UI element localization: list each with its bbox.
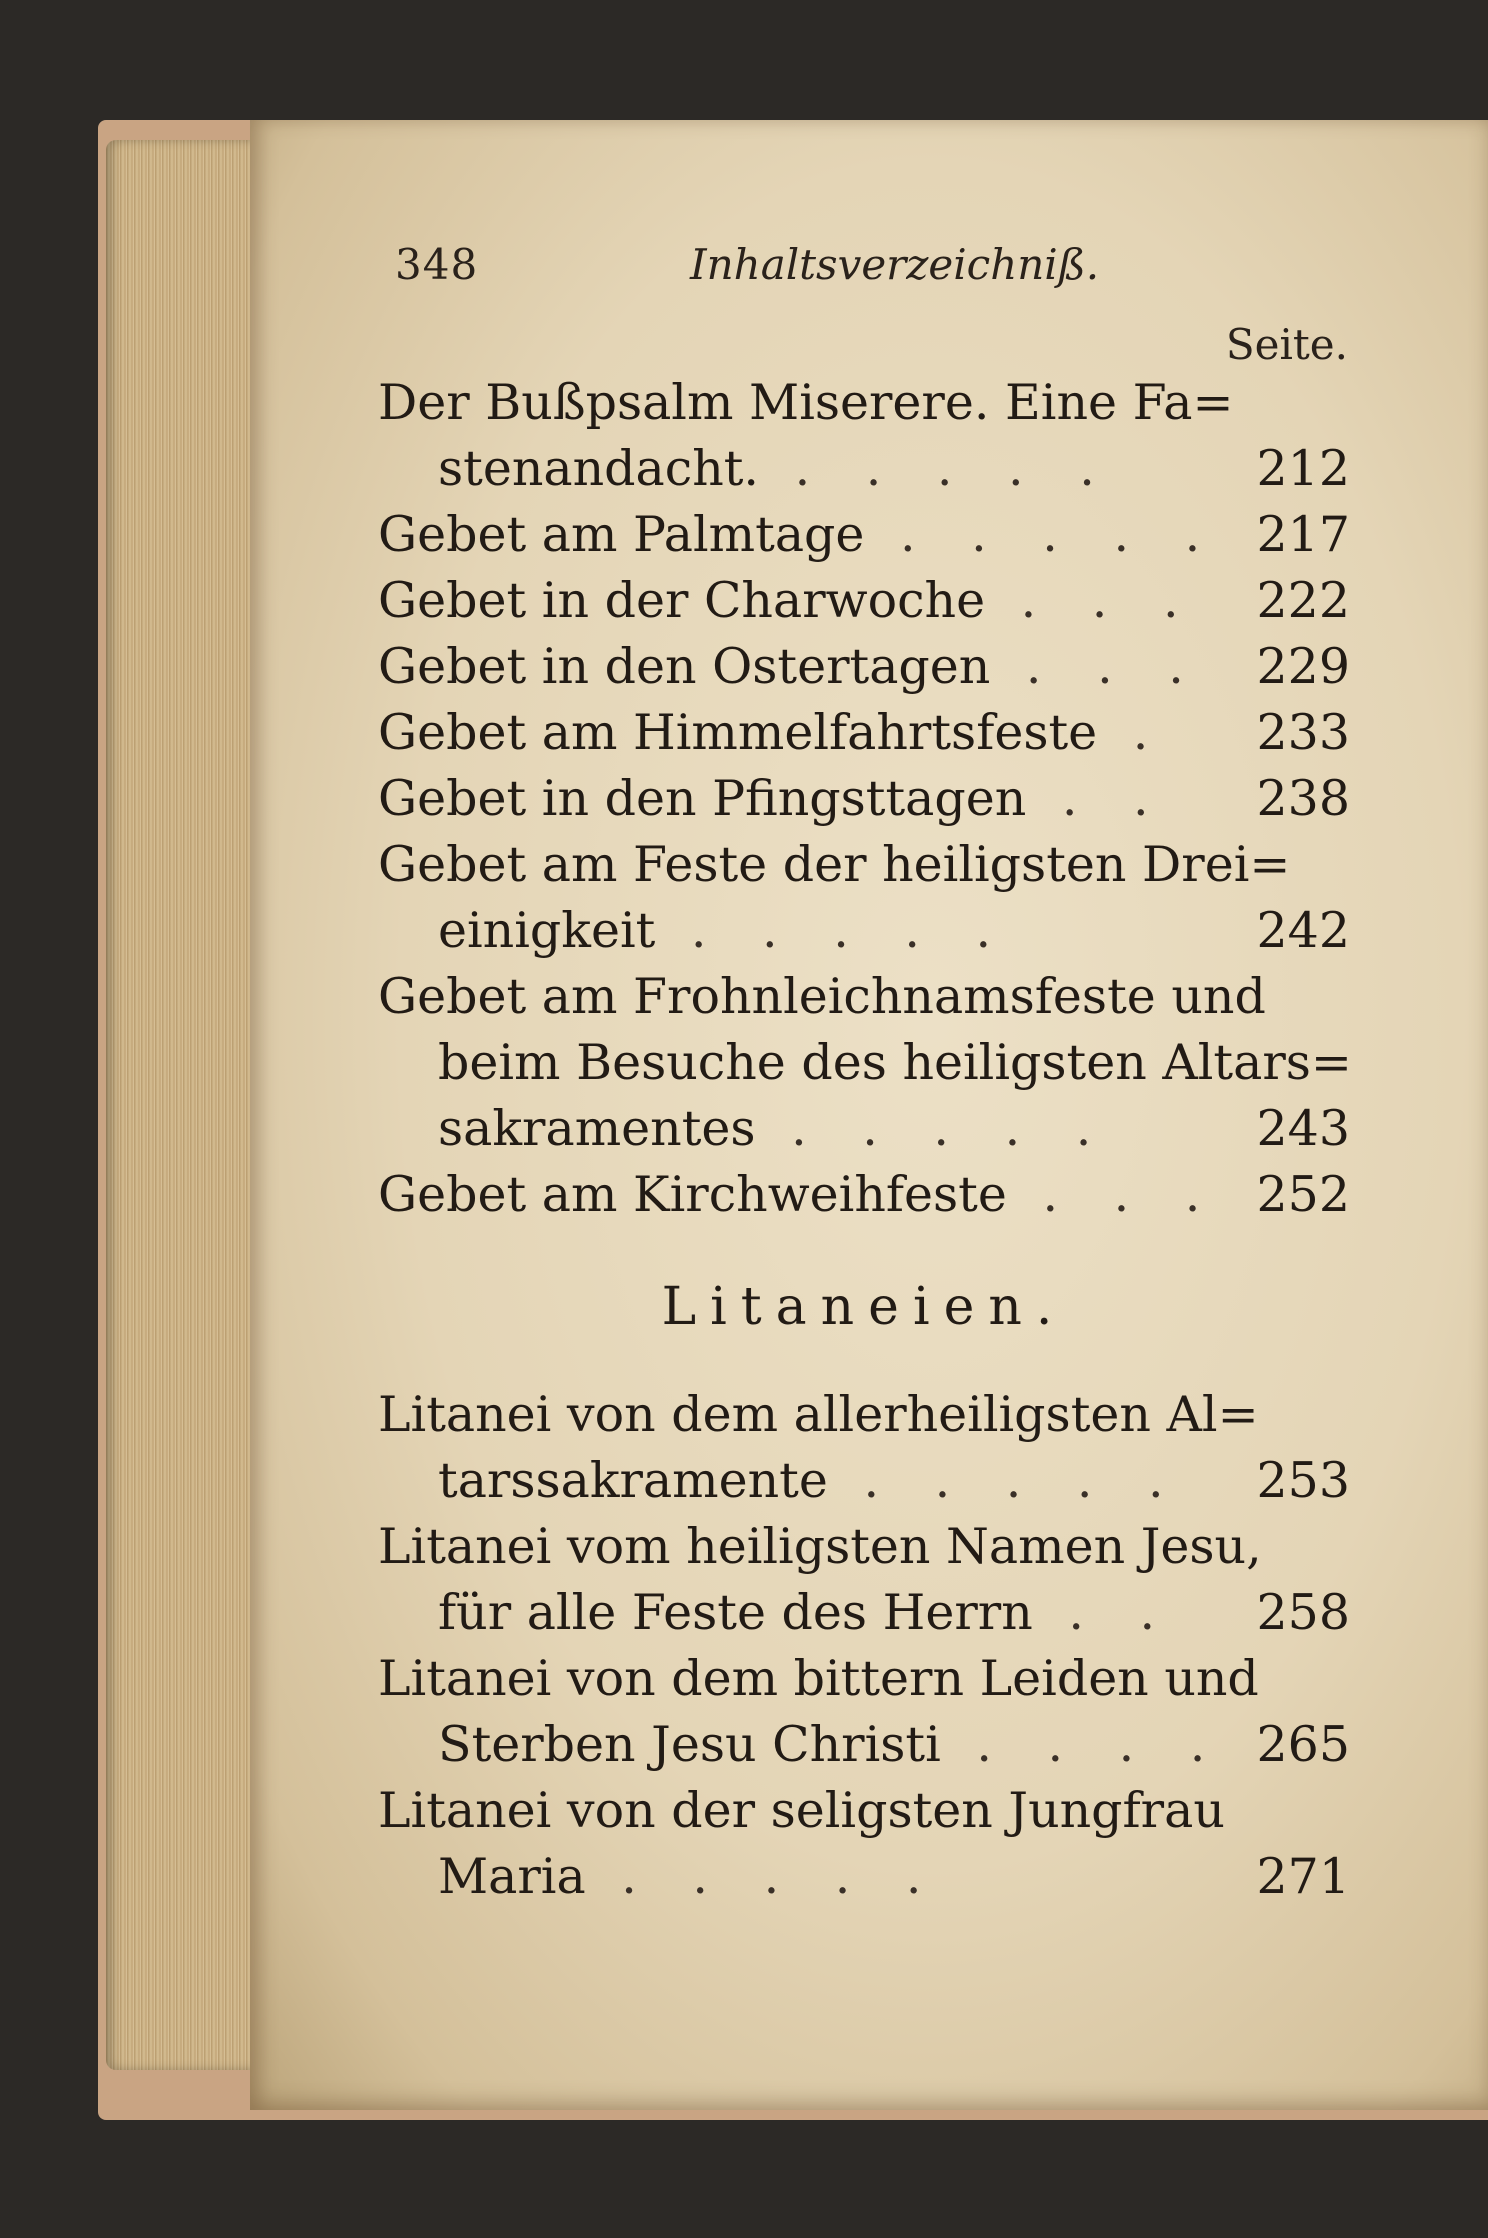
toc-entry-line xyxy=(378,1646,1350,1712)
toc-entry xyxy=(378,700,1350,766)
toc-group-litanies xyxy=(378,1382,1350,1910)
toc-entry-text: Litanei von dem allerheiligsten Al= xyxy=(378,1386,1259,1443)
toc-entry-text: beim Besuche des heiligsten Altars= xyxy=(438,1034,1352,1091)
toc-entry-line xyxy=(378,766,1350,832)
toc-page-number: 229 xyxy=(1256,638,1350,695)
toc-group-prayers xyxy=(378,370,1350,1228)
toc-entry xyxy=(378,634,1350,700)
table-of-contents xyxy=(378,370,1350,1910)
toc-page-number: 252 xyxy=(1256,1166,1350,1223)
toc-entry-text: Litanei von dem bittern Leiden und xyxy=(378,1650,1259,1707)
toc-entry-text: Gebet in der Charwoche xyxy=(378,572,986,629)
toc-entry-line xyxy=(378,700,1350,766)
leader-dots: . . . xyxy=(990,638,1204,695)
toc-entry xyxy=(378,1778,1350,1910)
toc-entry-text: Sterben Jesu Christi xyxy=(438,1716,941,1773)
toc-entry-line xyxy=(378,568,1350,634)
page-column-label: Seite. xyxy=(1225,320,1348,369)
toc-page-number: 222 xyxy=(1256,572,1350,629)
toc-entry xyxy=(378,370,1350,502)
leader-dots: . . . xyxy=(1006,1166,1221,1223)
toc-page-number: 271 xyxy=(1256,1848,1350,1905)
toc-entry-line xyxy=(378,1712,1350,1778)
toc-entry-text: Maria xyxy=(438,1848,586,1905)
leader-dots: . . . . . xyxy=(585,1848,942,1905)
toc-entry-text: Gebet am Kirchweihfeste xyxy=(378,1166,1007,1223)
leader-dots: . xyxy=(1097,704,1169,761)
toc-entry-text: Gebet am Frohnleichnamsfeste und xyxy=(378,968,1266,1025)
toc-page-number: 253 xyxy=(1256,1452,1350,1509)
leader-dots: . . . . . xyxy=(655,902,1012,959)
toc-page-number: 258 xyxy=(1256,1584,1350,1641)
toc-entry-line xyxy=(378,1030,1350,1096)
toc-entry-line xyxy=(378,634,1350,700)
toc-entry-text: Gebet in den Pfingsttagen xyxy=(378,770,1027,827)
toc-entry-line xyxy=(378,898,1350,964)
toc-entry-line xyxy=(378,502,1350,568)
toc-entry-text: Gebet am Palmtage xyxy=(378,506,865,563)
leader-dots: . . . . . xyxy=(755,1100,1112,1157)
running-header xyxy=(395,240,1275,300)
toc-entry-line xyxy=(378,1382,1350,1448)
toc-entry-line xyxy=(378,1778,1350,1844)
toc-entry xyxy=(378,832,1350,964)
toc-entry xyxy=(378,1646,1350,1778)
toc-entry-line xyxy=(378,964,1350,1030)
toc-page-number: 217 xyxy=(1256,506,1350,563)
toc-entry-text: Gebet am Feste der heiligsten Drei= xyxy=(378,836,1291,893)
toc-page-number: 265 xyxy=(1256,1716,1350,1773)
toc-entry xyxy=(378,1162,1350,1228)
toc-entry-text: Der Bußpsalm Miserere. Eine Fa= xyxy=(378,374,1234,431)
toc-entry-text: Litanei von der seligsten Jungfrau xyxy=(378,1782,1225,1839)
toc-page-number: 243 xyxy=(1256,1100,1350,1157)
section-heading: Litaneien. xyxy=(661,1277,1067,1337)
toc-entry-text: für alle Feste des Herrn xyxy=(438,1584,1033,1641)
toc-entry-text: Litanei vom heiligsten Namen Jesu, xyxy=(378,1518,1262,1575)
toc-page-number: 238 xyxy=(1256,770,1350,827)
leader-dots: . . . . . xyxy=(827,1452,1184,1509)
toc-entry-text: tarssakramente xyxy=(438,1452,828,1509)
leader-dots: . . . . . xyxy=(864,506,1221,563)
toc-page-number: 212 xyxy=(1256,440,1350,497)
toc-entry xyxy=(378,1514,1350,1646)
toc-entry xyxy=(378,766,1350,832)
leader-dots: . . xyxy=(1026,770,1169,827)
toc-page-number: 242 xyxy=(1256,902,1350,959)
toc-entry xyxy=(378,568,1350,634)
toc-entry-text: Gebet in den Ostertagen xyxy=(378,638,991,695)
leader-dots: . . . xyxy=(985,572,1199,629)
leader-dots: . . . . xyxy=(940,1716,1226,1773)
toc-entry-line xyxy=(378,1580,1350,1646)
leader-dots: . . . . . xyxy=(759,440,1115,497)
toc-entry-line xyxy=(378,436,1350,502)
toc-entry-line xyxy=(378,1096,1350,1162)
toc-entry-line xyxy=(378,1514,1350,1580)
toc-entry-text: sakramentes xyxy=(438,1100,756,1157)
page-number: 348 xyxy=(395,240,479,289)
toc-entry-text: einigkeit xyxy=(438,902,656,959)
toc-entry-line xyxy=(378,1162,1350,1228)
toc-entry xyxy=(378,502,1350,568)
toc-entry-text: Gebet am Himmelfahrtsfeste xyxy=(378,704,1098,761)
leader-dots: . . xyxy=(1032,1584,1176,1641)
toc-entry xyxy=(378,964,1350,1162)
toc-entry-line xyxy=(378,1448,1350,1514)
toc-entry-line xyxy=(378,832,1350,898)
toc-entry-text: stenandacht. xyxy=(438,440,760,497)
toc-page-number: 233 xyxy=(1256,704,1350,761)
toc-entry-line xyxy=(378,370,1350,436)
toc-entry xyxy=(378,1382,1350,1514)
page-title: Inhaltsverzeichniß. xyxy=(690,240,1100,289)
toc-entry-line xyxy=(378,1844,1350,1910)
